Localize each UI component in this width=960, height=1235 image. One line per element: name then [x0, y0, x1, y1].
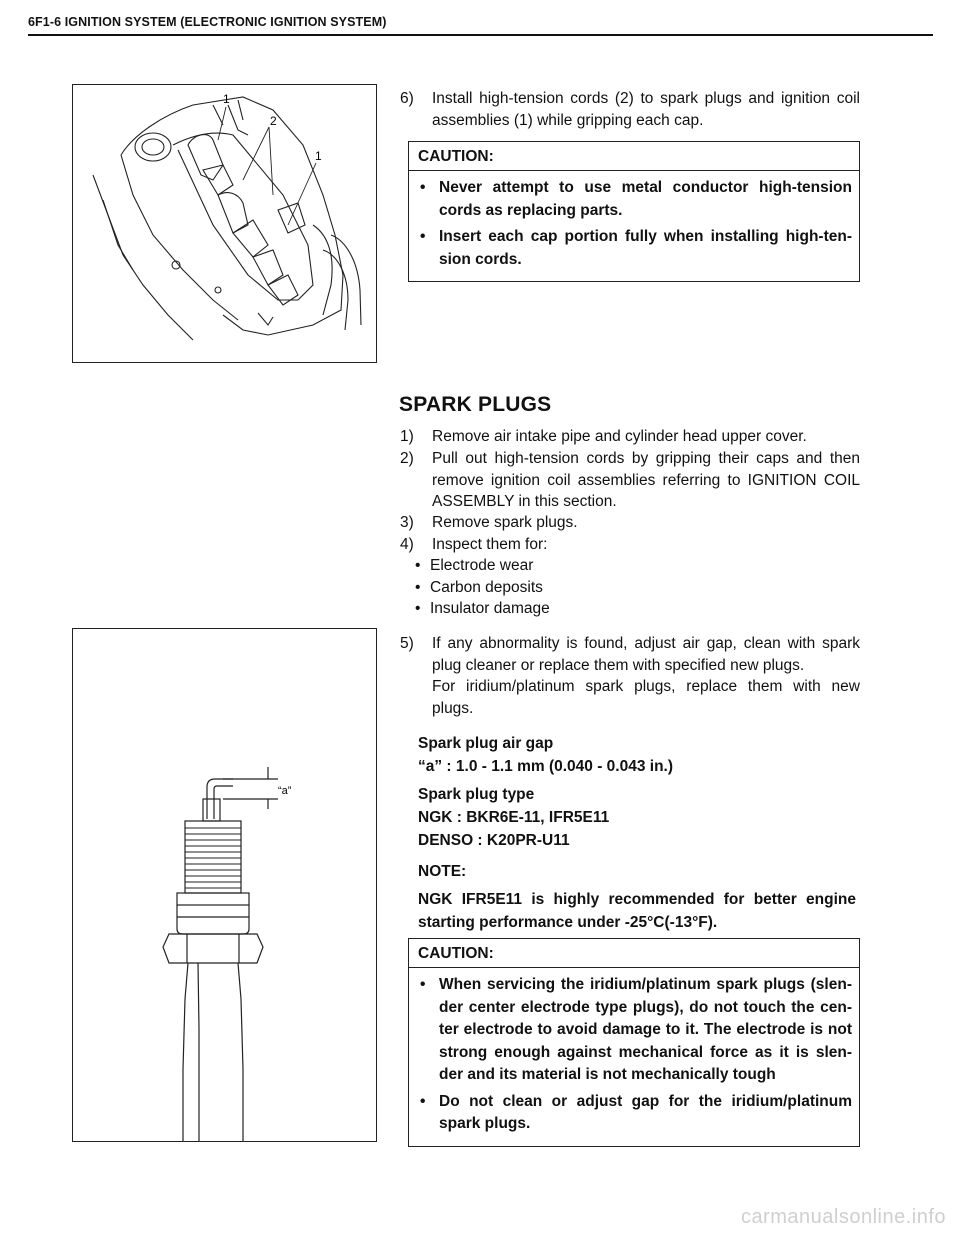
step-6	[400, 88, 860, 131]
caution-item: • When servicing the iridium/platinum spark plugs (slen-der center electrode type plugs), do not touch the cen-ter electrode to avoid damage to it. The electrode is not strong enough against mechanical force as it is slen-der and its material is not mechanically tough	[420, 976, 852, 1083]
step-2: 2) Pull out high-tension cords by gripping their caps and then remove ignition coil assemblies referring to IGNITION COIL ASSEMBLY in this section.	[400, 450, 860, 510]
watermark-text: carmanualsonline.info	[740, 1206, 946, 1228]
ignition-coil-figure	[72, 84, 377, 363]
caution-box-iridium	[408, 938, 860, 1147]
caution-title: CAUTION:	[409, 939, 859, 968]
caution-item: • Never attempt to use metal conductor high-tension cords as replacing parts.	[420, 179, 852, 219]
step-1: 1) Remove air intake pipe and cylinder head upper cover.	[400, 428, 807, 445]
type-spec-ngk: NGK : BKR6E-11, IFR5E11	[418, 809, 610, 826]
type-spec-label: Spark plug type	[418, 786, 535, 803]
inspect-bullet: • Electrode wear	[415, 557, 534, 574]
inspect-bullet: • Carbon deposits	[415, 579, 543, 596]
spark-plug-illustration	[73, 629, 376, 1141]
gap-label-a: “a”	[278, 785, 292, 797]
step-3: 3) Remove spark plugs.	[400, 514, 578, 531]
note-title: NOTE:	[418, 863, 467, 880]
type-spec-denso: DENSO : K20PR-U11	[418, 832, 570, 849]
step-4: 4) Inspect them for:	[400, 536, 548, 553]
step-5: 5) If any abnormality is found, adjust air gap, clean with spark plug cleaner or replace them with specified new plugs. For iridium/platinum spark plugs, replace them with new plugs.	[400, 635, 860, 717]
spark-plug-figure	[72, 628, 377, 1142]
header-title: 6F1-6 IGNITION SYSTEM (ELECTRONIC IGNITION SYSTEM)	[28, 15, 387, 29]
caution-item: • Insert each cap portion fully when installing high-ten-sion cords.	[420, 228, 852, 268]
fig1-label-1a: 1	[223, 92, 230, 106]
caution-item: • Do not clean or adjust gap for the iridium/platinum spark plugs.	[420, 1092, 852, 1132]
caution-box-cords	[408, 141, 860, 282]
caution-title: CAUTION:	[409, 142, 859, 171]
fig1-label-2: 2	[270, 114, 277, 128]
fig1-label-1b: 1	[315, 149, 322, 163]
ignition-coil-illustration	[73, 85, 376, 362]
section-heading-spark-plugs: SPARK PLUGS	[399, 393, 552, 416]
gap-spec-value: “a” : 1.0 - 1.1 mm (0.040 - 0.043 in.)	[418, 758, 674, 775]
gap-spec-label: Spark plug air gap	[418, 735, 554, 752]
step-6-text: Install high-tension cords (2) to spark plugs and ignition coil assemblies (1) while gripping each cap.	[432, 90, 860, 129]
page-header	[28, 12, 933, 36]
inspect-bullet: • Insulator damage	[415, 600, 550, 617]
step-6-number: 6)	[400, 90, 414, 107]
note-text: NGK IFR5E11 is highly recommended for better engine starting performance under -25°C(-13°F).	[418, 891, 856, 931]
